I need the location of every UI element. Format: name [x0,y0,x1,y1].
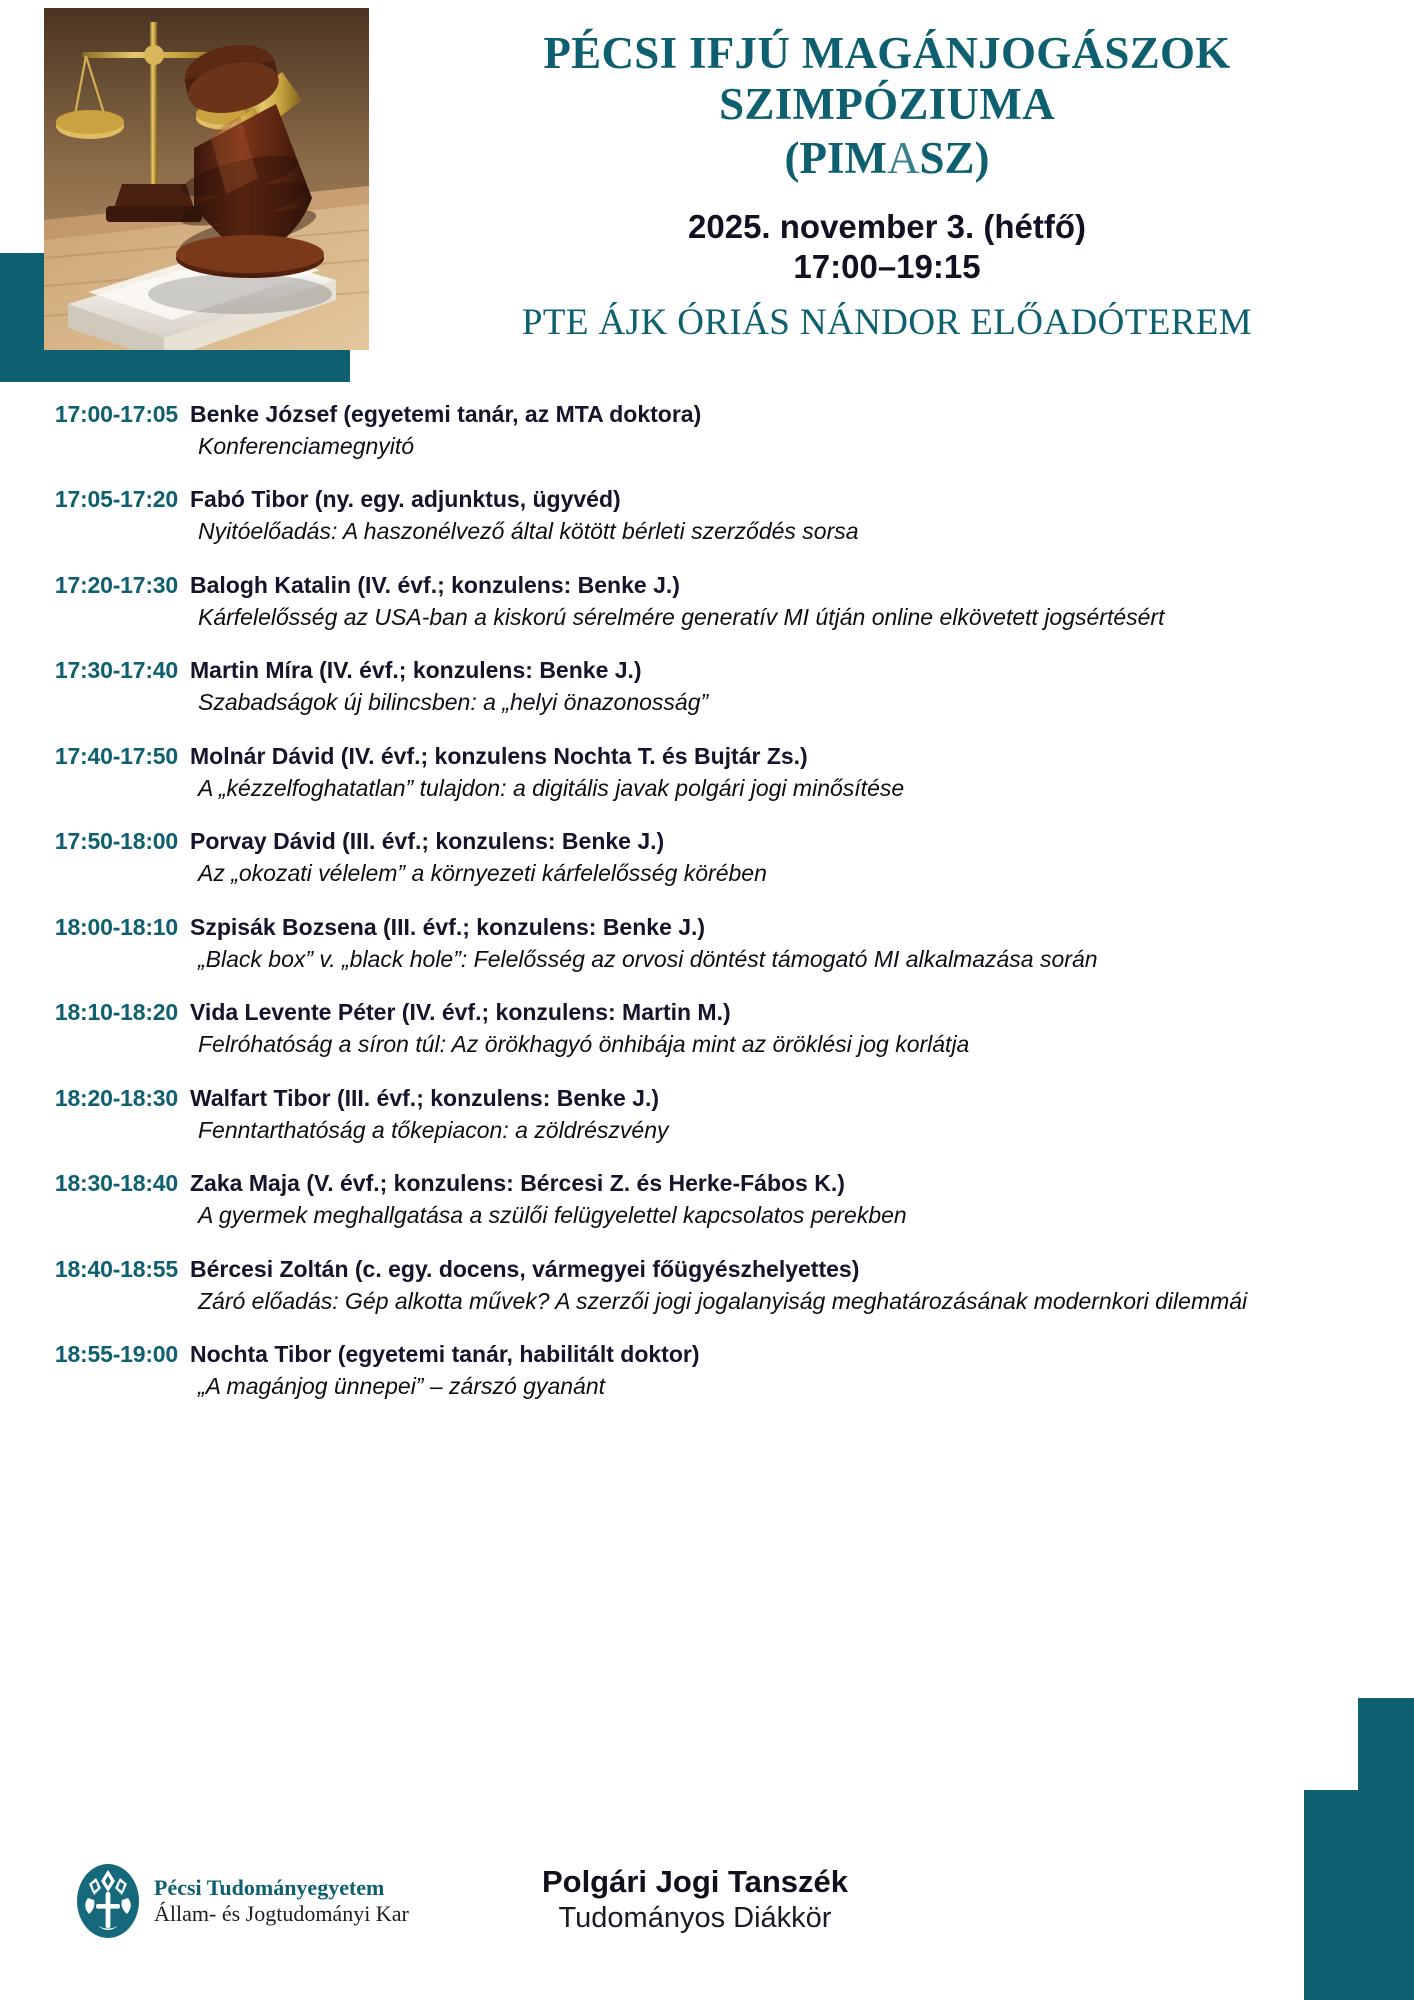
event-time-range: 17:00–19:15 [793,248,981,286]
entry-body [190,571,1414,632]
acronym-part-2: SZ [919,132,975,183]
university-name: Pécsi Tudományegyetem [154,1875,385,1901]
entry-body [190,1255,1414,1316]
entry-speaker: Benke József (egyetemi tanár, az MTA doktora) [190,401,702,427]
entry-body [190,913,1414,974]
entry-time: 18:55-19:00 [54,1341,178,1368]
title-block [380,28,1394,344]
schedule-entry [0,1169,1414,1230]
entry-time: 17:50-18:00 [54,828,178,855]
acronym-close-paren: ) [974,132,990,183]
entry-topic: A „kézzelfoghatatlan” tulajdon: a digitális javak polgári jogi minősítése [198,774,905,801]
entry-topic: Konferenciamegnyitó [198,432,415,459]
entry-topic: Kárfelelősség az USA-ban a kiskorú sérelmére generatív MI útján online elkövetett jogsértésért [198,603,1165,630]
entry-body [190,998,1414,1059]
schedule-list [0,400,1414,1426]
entry-time: 18:10-18:20 [54,999,178,1026]
entry-topic: Fenntarthatóság a tőkepiacon: a zöldrészvény [198,1116,669,1143]
schedule-entry [0,485,1414,546]
entry-speaker: Martin Míra (IV. évf.; konzulens: Benke J.) [190,657,642,684]
entry-topic: Nyitóelőadás: A haszonélvező által kötött bérleti szerződés sorsa [198,518,859,545]
entry-body [190,485,1414,546]
event-date-block [380,207,1394,288]
entry-body [190,1169,1414,1230]
entry-time: 17:30-17:40 [54,657,178,684]
schedule-entry [0,400,1414,461]
schedule-entry [0,742,1414,803]
entry-body [190,827,1414,888]
entry-time: 17:20-17:30 [54,571,178,598]
entry-topic: Felróhatóság a síron túl: Az örökhagyó önhibája mint az öröklési jog korlátja [198,1031,970,1058]
entry-topic: A gyermek meghallgatása a szülői felügyelettel kapcsolatos perekben [198,1202,907,1229]
entry-time: 17:40-17:50 [54,742,178,769]
gavel-and-scales-photo [44,8,369,350]
pte-logo [76,1862,409,1940]
pte-logo-text [154,1875,409,1927]
entry-speaker: Molnár Dávid (IV. évf.; konzulens Nochta T. és Bujtár Zs.) [190,742,808,769]
entry-body [190,656,1414,717]
poster-footer [0,1840,1414,2000]
schedule-entry [0,913,1414,974]
schedule-entry [0,571,1414,632]
event-venue: PTE ÁJK ÓRIÁS NÁNDOR ELŐADÓTEREM [521,302,1253,344]
event-date: 2025. november 3. (hétfő) [688,207,1086,245]
teal-accent-bar-right-upper [1358,1698,1414,1848]
entry-time: 18:30-18:40 [54,1170,178,1197]
entry-speaker: Bércesi Zoltán (c. egy. docens, vármegyei főügyészhelyettes) [190,1255,860,1282]
entry-speaker: Porvay Dávid (III. évf.; konzulens: Benke J.) [190,828,665,855]
entry-body [190,1340,1414,1401]
acronym-soft-letter: A [886,132,920,183]
entry-topic: „A magánjog ünnepei” – zárszó gyanánt [198,1373,606,1400]
entry-topic: Szabadságok új bilincsben: a „helyi önazonosság” [198,689,709,716]
gavel-illustration [44,8,369,350]
entry-body [190,400,1414,461]
title-line-1: PÉCSI IFJÚ MAGÁNJOGÁSZOK [543,28,1231,78]
schedule-entry [0,998,1414,1059]
entry-speaker: Zaka Maja (V. évf.; konzulens: Bércesi Z. és Herke-Fábos K.) [190,1170,845,1197]
schedule-entry [0,1255,1414,1316]
entry-time: 17:00-17:05 [54,401,178,427]
acronym-part-1: PIM [799,132,887,183]
entry-speaker: Walfart Tibor (III. évf.; konzulens: Benke J.) [190,1084,660,1111]
schedule-entry [0,827,1414,888]
organizer-block [480,1864,910,1935]
entry-speaker: Vida Levente Péter (IV. évf.; konzulens: Martin M.) [190,999,731,1026]
entry-time: 18:00-18:10 [54,913,178,940]
entry-topic: Záró előadás: Gép alkotta művek? A szerzői jogi jogalanyiság meghatározásának modernkori dilemmái [198,1287,1248,1314]
schedule-entry [0,1084,1414,1145]
acronym-open-paren: ( [784,132,800,183]
faculty-name: Állam- és Jogtudományi Kar [154,1901,409,1926]
pte-crest-icon [76,1862,140,1940]
schedule-entry [0,656,1414,717]
entry-time: 18:40-18:55 [54,1255,178,1282]
entry-speaker: Szpisák Bozsena (III. évf.; konzulens: Benke J.) [190,913,706,940]
title-line-2: SZIMPÓZIUMA [719,78,1055,129]
entry-time: 17:05-17:20 [54,486,178,513]
schedule-entry [0,1340,1414,1401]
entry-speaker: Balogh Katalin (IV. évf.; konzulens: Benke J.) [190,571,680,598]
entry-topic: „Black box” v. „black hole”: Felelősség az orvosi döntést támogató MI alkalmazása során [198,945,1098,972]
page-title [380,28,1394,130]
poster-header [0,0,1414,382]
entry-body [190,742,1414,803]
acronym [380,132,1394,185]
entry-time: 18:20-18:30 [54,1084,178,1111]
entry-topic: Az „okozati vélelem” a környezeti kárfelelősség körében [198,860,767,887]
department-name: Polgári Jogi Tanszék [541,1864,849,1899]
entry-speaker: Nochta Tibor (egyetemi tanár, habilitált doktor) [190,1341,700,1368]
student-circle-name: Tudományos Diákkör [558,1901,832,1934]
entry-body [190,1084,1414,1145]
entry-speaker: Fabó Tibor (ny. egy. adjunktus, ügyvéd) [190,486,621,513]
